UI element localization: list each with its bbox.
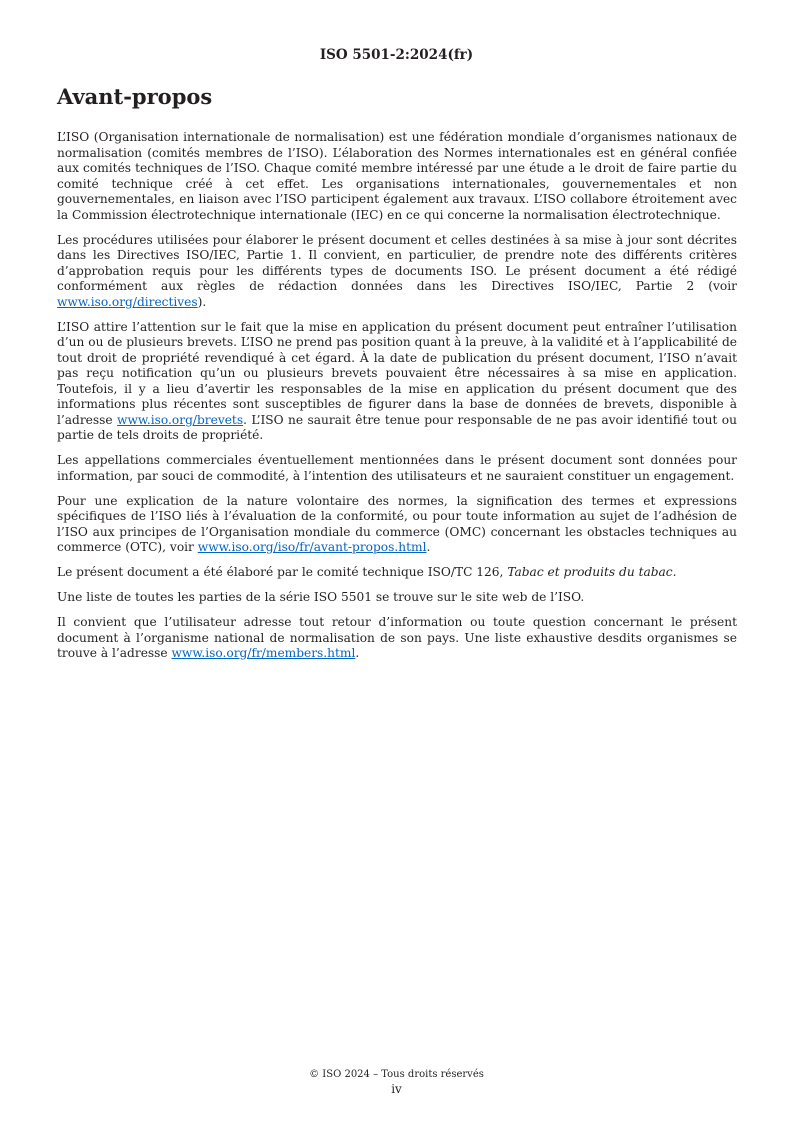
paragraph-text: . L’ISO ne saurait être tenue pour responsable de ne pas avoir identifié tout ou partie de tels droits de propriété. — [57, 412, 737, 442]
patents-link[interactable]: www.iso.org/brevets — [117, 412, 244, 427]
paragraph-text: L’ISO attire l’attention sur le fait que la mise en application du présent document peut entraîner l’utilisation d’un ou de plusieurs brevets. L’ISO ne prend pas position quant à la preuve, à la validité et à l’applicabilité de tout droit de propriété revendiqué à cet égard. À la date de publication du présent document, l’ISO n’avait pas reçu notification qu’un ou plusieurs brevets pouvaient être nécessaires à sa mise en application. Toutefois, il y a lieu d’avertir les responsables de la mise en application du présent document que des informations plus récentes sont susceptibles de figurer dans la base de données de brevets, disponible à l’adresse — [57, 319, 737, 427]
paragraph-text: Pour une explication de la nature volontaire des normes, la signification des termes et expressions spécifiques de l’ISO liés à l’évaluation de la conformité, ou pour toute information au sujet de l’adhésion de l’ISO aux principes de l’Organisation mondiale du commerce (OMC) concernant les obstacles techniques au commerce (OTC), voir — [57, 493, 737, 554]
document-identifier: ISO 5501-2:2024(fr) — [319, 47, 474, 63]
paragraph-text: . — [426, 540, 431, 554]
paragraph-feedback — [57, 615, 737, 662]
page-number: iv — [391, 1082, 402, 1096]
foreword-body — [57, 130, 737, 671]
page-footer — [0, 1067, 793, 1097]
paragraph-text: Les appellations commerciales éventuellement mentionnées dans le présent document sont données pour information, par souci de commodité, à l’intention des utilisateurs et ne sauraient constituer un engagement. — [57, 453, 737, 483]
committee-title: Tabac et produits du tabac. — [507, 565, 677, 579]
paragraph-trade-names — [57, 453, 737, 484]
paragraph-text: Il convient que l’utilisateur adresse tout retour d’information ou toute question concernant le présent document à l’organisme national de normalisation de son pays. Une liste exhaustive desdits organismes se trouve à l’adresse — [57, 615, 737, 660]
paragraph-patents — [57, 320, 737, 444]
paragraph-voluntary-nature — [57, 494, 737, 556]
foreword-info-link[interactable]: www.iso.org/iso/fr/avant-propos.html — [197, 540, 427, 554]
paragraph-text: Le présent document a été élaboré par le comité technique ISO/TC 126, — [57, 565, 508, 579]
paragraph-text: Une liste de toutes les parties de la série ISO 5501 se trouve sur le site web de l’ISO. — [57, 590, 585, 604]
directives-link[interactable]: www.iso.org/directives — [57, 294, 198, 309]
paragraph-text: . — [355, 646, 360, 660]
paragraph-iso-intro — [57, 130, 737, 223]
members-link[interactable]: www.iso.org/fr/members.html — [171, 646, 356, 660]
paragraph-series-list — [57, 590, 737, 606]
paragraph-committee — [57, 565, 737, 581]
paragraph-procedures — [57, 233, 737, 311]
paragraph-text: ). — [197, 294, 207, 309]
copyright-notice: © ISO 2024 – Tous droits réservés — [309, 1069, 484, 1080]
paragraph-text: L’ISO (Organisation internationale de normalisation) est une fédération mondiale d’organismes nationaux de normalisation (comités membres de l’ISO). L’élaboration des Normes internationales est en général confiée aux comités techniques de l’ISO. Chaque comité membre intéressé par une étude a le droit de faire partie du comité technique créé à cet effet. Les organisations internationales, gouvernementales et non gouvernementales, en liaison avec l’ISO participent également aux travaux. L’ISO collabore étroitement avec la Commission électrotechnique internationale (IEC) en ce qui concerne la normalisation électrotechnique. — [57, 130, 737, 222]
page-title: Avant-propos — [57, 84, 213, 109]
paragraph-text: Les procédures utilisées pour élaborer le présent document et celles destinées à sa mise à jour sont décrites dans les Directives ISO/IEC, Partie 1. Il convient, en particulier, de prendre note des différents critères d’approbation requis pour les différents types de documents ISO. Le présent document a été rédigé conformément aux règles de rédaction données dans les Directives ISO/IEC, Partie 2 (voir — [57, 232, 737, 293]
